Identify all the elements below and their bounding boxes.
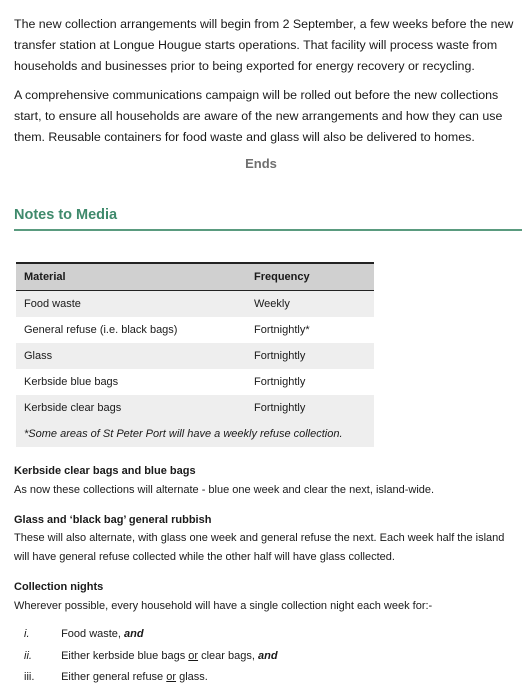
- notes-heading: Notes to Media: [14, 207, 118, 223]
- list-number: iii.: [24, 671, 35, 683]
- paragraph-line: transfer station at Longue Hougue starts operations. That facility will process waste from: [14, 38, 498, 52]
- list-number: i.: [24, 628, 30, 640]
- collection-frequency-table: [16, 262, 374, 447]
- paragraph-line: A comprehensive communications campaign will be rolled out before the new collections: [14, 88, 499, 102]
- kerbside-heading: Kerbside clear bags and blue bags: [14, 465, 196, 477]
- paragraph-line: them. Reusable containers for food waste and glass will also be delivered to homes.: [14, 130, 475, 144]
- material-cell: Kerbside blue bags: [24, 376, 119, 388]
- glass-body: [14, 529, 522, 567]
- table-row: [16, 291, 374, 318]
- list-emphasis: and: [257, 650, 278, 662]
- paragraph-line: The new collection arrangements will begin from 2 September, a few weeks before the new: [14, 17, 514, 31]
- kerbside-body: As now these collections will alternate - blue one week and clear the next, island-wide.: [14, 484, 435, 496]
- intro-paragraph-1: [14, 14, 522, 77]
- list-text: clear bags,: [201, 650, 255, 662]
- table-row: [16, 395, 374, 421]
- collection-nights-heading: Collection nights: [14, 581, 104, 593]
- material-cell: Glass: [24, 350, 53, 362]
- material-cell: Kerbside clear bags: [24, 402, 122, 414]
- table-footnote: *Some areas of St Peter Port will have a weekly refuse collection.: [24, 428, 343, 440]
- intro-paragraph-2: [14, 85, 522, 148]
- glass-heading: Glass and ‘black bag’ general rubbish: [14, 514, 212, 526]
- list-underlined-word: or: [166, 671, 177, 683]
- table-row: [16, 369, 374, 395]
- table-footnote-row: [16, 421, 374, 447]
- frequency-cell: Fortnightly: [254, 350, 306, 362]
- paragraph-line: These will also alternate, with glass one week and general refuse the next. Each week half the island: [14, 532, 505, 544]
- frequency-cell: Weekly: [254, 298, 290, 310]
- material-cell: Food waste: [24, 298, 81, 310]
- paragraph-line: will have general refuse collected while the other half will have glass collected.: [14, 551, 395, 563]
- ends-marker: Ends: [245, 156, 277, 171]
- list-text: Either kerbside blue bags: [61, 650, 186, 662]
- list-text: Either general refuse: [61, 671, 164, 683]
- frequency-cell: Fortnightly: [254, 376, 306, 388]
- table-row: [16, 317, 374, 343]
- header-frequency: Frequency: [254, 271, 310, 283]
- material-cell: General refuse (i.e. black bags): [24, 324, 178, 336]
- list-text: glass.: [179, 671, 208, 683]
- heading-rule: [14, 229, 522, 231]
- paragraph-line: households and businesses prior to being exported for energy recovery or recycling.: [14, 59, 475, 73]
- list-item: [24, 671, 208, 683]
- list-underlined-word: or: [188, 650, 199, 662]
- frequency-cell: Fortnightly*: [254, 324, 310, 336]
- collection-nights-body: Wherever possible, every household will have a single collection night each week for:-: [14, 600, 433, 612]
- frequency-cell: Fortnightly: [254, 402, 306, 414]
- list-number: ii.: [24, 650, 32, 662]
- table-row: [16, 343, 374, 369]
- list-emphasis: and: [124, 628, 144, 640]
- list-item: [24, 628, 144, 640]
- paragraph-line: start, to ensure all households are aware of the new arrangements and how they can use: [14, 109, 503, 123]
- list-text: Food waste,: [61, 628, 121, 640]
- header-material: Material: [24, 271, 66, 283]
- list-item: [24, 650, 278, 662]
- table-header-row: [16, 263, 374, 291]
